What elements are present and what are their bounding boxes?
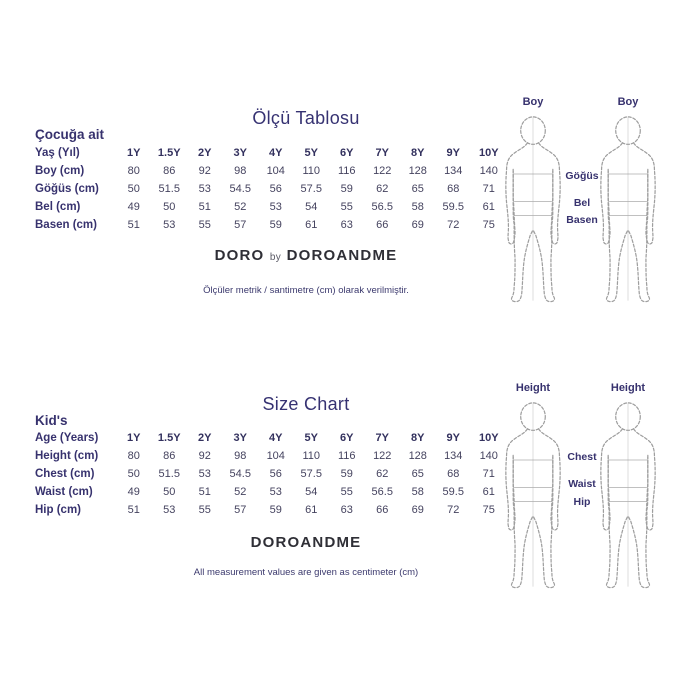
brand-secondary: DOROANDME	[286, 247, 398, 264]
figure-chest-label: Göğüs	[565, 170, 599, 182]
size-value-cell: 50	[127, 468, 140, 480]
size-value-cell: 104	[266, 165, 285, 177]
row-label: Göğüs (cm)	[35, 183, 99, 195]
turkish-subject-label: Çocuğa ait	[35, 127, 105, 142]
age-column-header: 4Y	[269, 147, 283, 159]
child-figure-front-english	[499, 396, 567, 594]
size-value-cell: 63	[340, 219, 353, 231]
size-value-cell: 55	[198, 219, 211, 231]
size-value-cell: 116	[337, 165, 356, 177]
age-column-header: 4Y	[269, 432, 283, 444]
child-body-outline-diagram	[594, 396, 662, 594]
age-column-header: 1Y	[127, 147, 141, 159]
size-value-cell: 52	[234, 486, 247, 498]
age-column-header: 9Y	[446, 147, 460, 159]
figure-height-label: Boy	[522, 96, 544, 108]
figure-left-torso-leg-outline	[511, 169, 533, 301]
row-label: Basen (cm)	[35, 219, 97, 231]
english-subject-label: Kid's	[35, 413, 68, 428]
size-value-cell: 50	[127, 183, 140, 195]
child-body-outline-diagram	[594, 110, 662, 308]
size-value-cell: 57.5	[300, 183, 322, 195]
child-figure-back-english	[594, 396, 662, 594]
table-row-hip	[30, 501, 507, 519]
brand-primary: DORO	[214, 247, 265, 264]
age-column-header: 10Y	[478, 432, 499, 444]
size-value-cell: 53	[269, 486, 282, 498]
size-value-cell: 71	[482, 468, 495, 480]
turkish-size-table	[30, 144, 507, 234]
size-value-cell: 110	[302, 450, 321, 462]
figure-left-arm-outline	[506, 429, 527, 530]
size-value-cell: 57	[234, 219, 247, 231]
size-value-cell: 65	[411, 183, 424, 195]
size-value-cell: 59	[340, 468, 353, 480]
size-value-cell: 51	[127, 504, 140, 516]
size-value-cell: 98	[234, 450, 247, 462]
size-value-cell: 55	[340, 486, 353, 498]
figure-right-arm-outline	[539, 143, 560, 244]
size-value-cell: 59.5	[442, 486, 464, 498]
child-figure-back-turkish	[594, 110, 662, 308]
figure-hip-label: Hip	[573, 496, 591, 508]
child-body-outline-diagram	[499, 110, 567, 308]
size-value-cell: 57	[234, 504, 247, 516]
age-column-header: 1Y	[127, 432, 141, 444]
size-value-cell: 54.5	[229, 183, 251, 195]
size-value-cell: 75	[482, 504, 495, 516]
figure-right-arm-outline	[634, 143, 655, 244]
size-value-cell: 62	[376, 183, 389, 195]
age-column-header: 3Y	[233, 147, 247, 159]
size-value-cell: 56	[269, 468, 282, 480]
age-column-header: 9Y	[446, 432, 460, 444]
age-column-header: 5Y	[304, 147, 318, 159]
figure-hip-label: Basen	[566, 214, 598, 226]
size-value-cell: 134	[444, 450, 463, 462]
figure-height-label: Boy	[617, 96, 639, 108]
age-column-header: 2Y	[198, 432, 212, 444]
english-measurement-note: All measurement values are given as centimeter (cm)	[193, 567, 419, 578]
age-column-header: 6Y	[340, 147, 354, 159]
size-value-cell: 122	[373, 165, 392, 177]
size-value-cell: 59.5	[442, 201, 464, 213]
figure-right-torso-leg-outline	[628, 455, 650, 587]
size-value-cell: 61	[482, 201, 495, 213]
size-value-cell: 56.5	[371, 201, 393, 213]
size-value-cell: 72	[447, 219, 460, 231]
age-column-header: 10Y	[478, 147, 499, 159]
figure-waist-label: Waist	[568, 478, 596, 490]
size-value-cell: 110	[302, 165, 321, 177]
row-label: Waist (cm)	[35, 486, 93, 498]
figure-left-torso-leg-outline	[511, 455, 533, 587]
size-value-cell: 68	[447, 468, 460, 480]
size-value-cell: 66	[376, 219, 389, 231]
size-value-cell: 92	[198, 165, 211, 177]
size-value-cell: 56	[269, 183, 282, 195]
figure-right-arm-outline	[634, 429, 655, 530]
size-value-cell: 53	[198, 468, 211, 480]
turkish-section-title: Ölçü Tablosu	[252, 108, 360, 128]
row-label: Height (cm)	[35, 450, 99, 462]
size-value-cell: 49	[127, 201, 140, 213]
size-value-cell: 122	[373, 450, 392, 462]
row-label: Chest (cm)	[35, 468, 95, 480]
figure-left-arm-outline	[601, 143, 622, 244]
age-column-header: 6Y	[340, 432, 354, 444]
brand-connector: by	[269, 252, 282, 263]
size-value-cell: 92	[198, 450, 211, 462]
age-column-header: 7Y	[375, 147, 389, 159]
size-value-cell: 80	[127, 165, 140, 177]
size-value-cell: 75	[482, 219, 495, 231]
size-value-cell: 59	[269, 504, 282, 516]
size-value-cell: 62	[376, 468, 389, 480]
size-value-cell: 53	[198, 183, 211, 195]
size-value-cell: 66	[376, 504, 389, 516]
figure-right-torso-leg-outline	[533, 169, 555, 301]
table-row-boy	[30, 162, 507, 180]
table-row-bel	[30, 198, 507, 216]
turkish-age-header-row	[30, 144, 507, 162]
age-column-header: 1.5Y	[157, 147, 181, 159]
size-value-cell: 51	[198, 201, 211, 213]
brand-primary: DOROANDME	[250, 534, 362, 551]
age-column-header: 2Y	[198, 147, 212, 159]
size-value-cell: 56.5	[371, 486, 393, 498]
figure-left-arm-outline	[506, 143, 527, 244]
size-value-cell: 116	[337, 450, 356, 462]
table-row-basen	[30, 216, 507, 234]
size-value-cell: 53	[163, 504, 176, 516]
size-value-cell: 53	[163, 219, 176, 231]
size-value-cell: 57.5	[300, 468, 322, 480]
figure-right-torso-leg-outline	[628, 169, 650, 301]
turkish-age-header-label: Yaş (Yıl)	[35, 147, 80, 159]
age-column-header: 5Y	[304, 432, 318, 444]
size-value-cell: 51.5	[158, 468, 180, 480]
size-value-cell: 54	[305, 201, 318, 213]
age-column-header: 8Y	[411, 432, 425, 444]
size-value-cell: 50	[163, 201, 176, 213]
size-value-cell: 72	[447, 504, 460, 516]
size-value-cell: 55	[340, 201, 353, 213]
english-size-table	[30, 429, 507, 519]
size-value-cell: 58	[411, 486, 424, 498]
table-row-chest	[30, 465, 507, 483]
size-value-cell: 51	[198, 486, 211, 498]
table-row-height	[30, 447, 507, 465]
size-value-cell: 54.5	[229, 468, 251, 480]
age-column-header: 3Y	[233, 432, 247, 444]
table-row-waist	[30, 483, 507, 501]
english-age-header-label: Age (Years)	[35, 432, 99, 444]
english-age-header-row	[30, 429, 507, 447]
size-value-cell: 55	[198, 504, 211, 516]
figure-right-torso-leg-outline	[533, 455, 555, 587]
english-section-title: Size Chart	[262, 394, 350, 414]
size-value-cell: 53	[269, 201, 282, 213]
age-column-header: 8Y	[411, 147, 425, 159]
row-label: Bel (cm)	[35, 201, 81, 213]
size-value-cell: 50	[163, 486, 176, 498]
size-value-cell: 140	[479, 450, 498, 462]
size-value-cell: 63	[340, 504, 353, 516]
figure-chest-label: Chest	[567, 451, 597, 463]
size-value-cell: 140	[479, 165, 498, 177]
size-value-cell: 69	[411, 504, 424, 516]
age-column-header: 1.5Y	[157, 432, 181, 444]
table-row-gogus	[30, 180, 507, 198]
size-value-cell: 61	[305, 219, 318, 231]
size-value-cell: 128	[408, 450, 427, 462]
child-figure-front-turkish	[499, 110, 567, 308]
figure-waist-label: Bel	[573, 197, 591, 209]
size-value-cell: 59	[269, 219, 282, 231]
size-value-cell: 71	[482, 183, 495, 195]
size-value-cell: 51.5	[158, 183, 180, 195]
size-value-cell: 49	[127, 486, 140, 498]
size-value-cell: 61	[305, 504, 318, 516]
size-value-cell: 68	[447, 183, 460, 195]
size-value-cell: 86	[163, 165, 176, 177]
size-value-cell: 51	[127, 219, 140, 231]
turkish-measurement-note: Ölçüler metrik / santimetre (cm) olarak verilmiştir.	[203, 285, 409, 296]
size-value-cell: 80	[127, 450, 140, 462]
size-value-cell: 58	[411, 201, 424, 213]
child-body-outline-diagram	[499, 396, 567, 594]
size-value-cell: 54	[305, 486, 318, 498]
row-label: Boy (cm)	[35, 165, 85, 177]
size-value-cell: 104	[266, 450, 285, 462]
row-label: Hip (cm)	[35, 504, 81, 516]
figure-height-label: Height	[610, 382, 646, 394]
size-value-cell: 98	[234, 165, 247, 177]
size-value-cell: 61	[482, 486, 495, 498]
figure-height-label: Height	[515, 382, 551, 394]
size-value-cell: 86	[163, 450, 176, 462]
size-value-cell: 52	[234, 201, 247, 213]
size-value-cell: 128	[408, 165, 427, 177]
figure-left-torso-leg-outline	[606, 169, 628, 301]
figure-left-torso-leg-outline	[606, 455, 628, 587]
size-value-cell: 69	[411, 219, 424, 231]
age-column-header: 7Y	[375, 432, 389, 444]
size-value-cell: 59	[340, 183, 353, 195]
size-value-cell: 134	[444, 165, 463, 177]
size-value-cell: 65	[411, 468, 424, 480]
